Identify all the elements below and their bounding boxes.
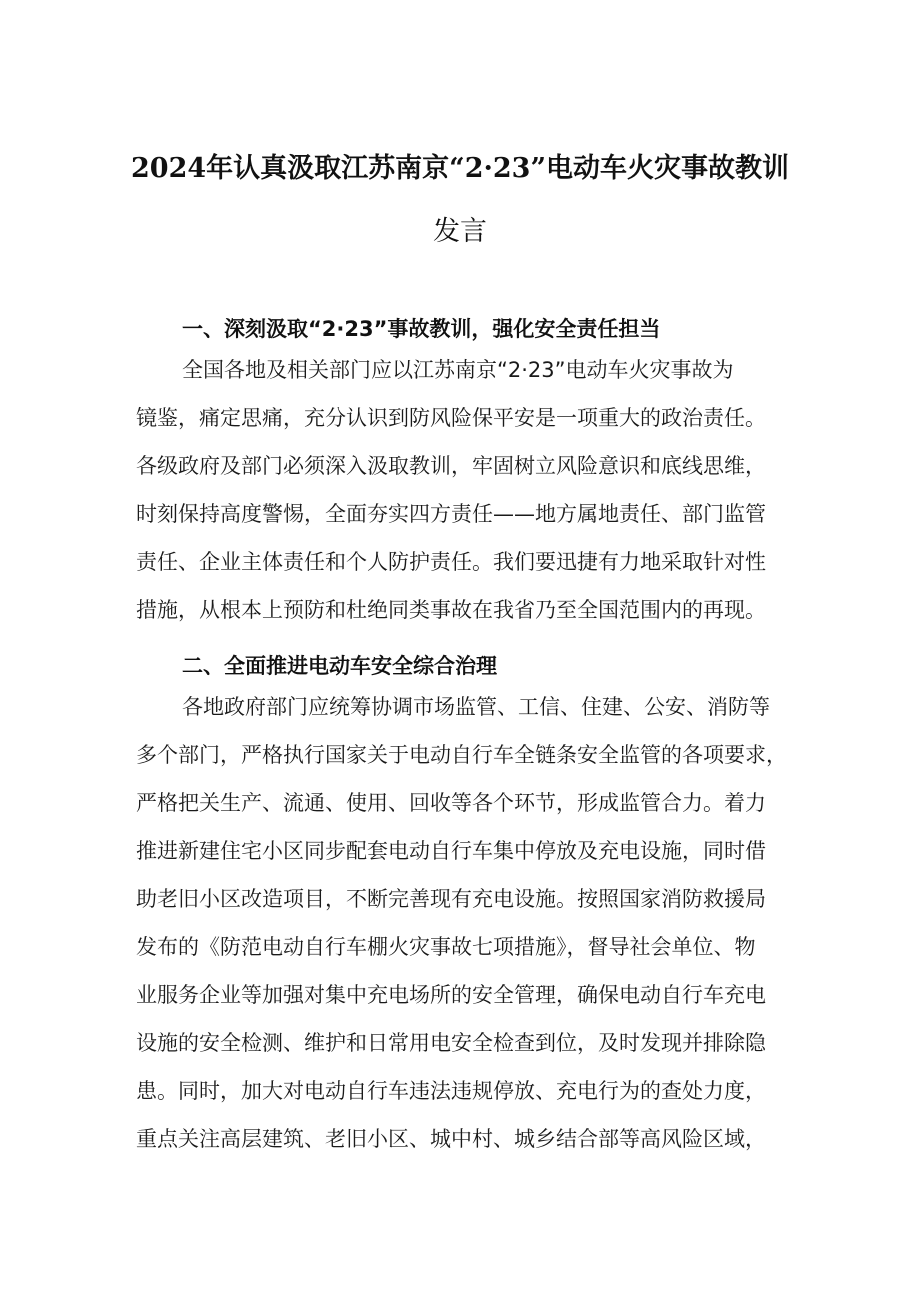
paragraph-line: 患。同时，加大对电动自行车违法违规停放、充电行为的查处力度， <box>136 1079 766 1103</box>
paragraph-line: 镜鉴，痛定思痛，充分认识到防风险保平安是一项重大的政治责任。 <box>136 406 766 430</box>
section-1-heading: 一、深刻汲取“2·23”事故教训，强化安全责任担当 <box>182 317 661 341</box>
paragraph-line: 设施的安全检测、维护和日常用电安全检查到位，及时发现并排除隐 <box>136 1031 766 1055</box>
paragraph-line: 多个部门，严格执行国家关于电动自行车全链条安全监管的各项要求， <box>136 743 787 767</box>
paragraph-line: 责任、企业主体责任和个人防护责任。我们要迅捷有力地采取针对性 <box>136 550 766 574</box>
paragraph-line: 发布的《防范电动自行车棚火灾事故七项措施》，督导社会单位、物 <box>136 935 756 959</box>
paragraph-line: 助老旧小区改造项目，不断完善现有充电设施。按照国家消防救援局 <box>136 887 766 911</box>
paragraph-line: 重点关注高层建筑、老旧小区、城中村、城乡结合部等高风险区域， <box>136 1127 766 1151</box>
section-1-paragraph <box>136 346 836 634</box>
paragraph-line: 时刻保持高度警惕，全面夯实四方责任——地方属地责任、部门监管 <box>136 502 766 526</box>
section-2-heading: 二、全面推进电动车安全综合治理 <box>182 654 497 678</box>
paragraph-line: 措施，从根本上预防和杜绝同类事故在我省乃至全国范围内的再现。 <box>136 598 766 622</box>
document-title-continued: 发言 <box>433 216 487 247</box>
section-2-paragraph <box>136 683 836 1163</box>
paragraph-line: 推进新建住宅小区同步配套电动自行车集中停放及充电设施，同时借 <box>136 839 766 863</box>
paragraph-line: 各级政府及部门必须深入汲取教训，牢固树立风险意识和底线思维， <box>136 454 766 478</box>
paragraph-line: 全国各地及相关部门应以江苏南京“2·23”电动车火灾事故为 <box>182 358 734 382</box>
paragraph-line: 各地政府部门应统筹协调市场监管、工信、住建、公安、消防等 <box>182 695 770 719</box>
paragraph-line: 业服务企业等加强对集中充电场所的安全管理，确保电动自行车充电 <box>136 983 766 1007</box>
paragraph-line: 严格把关生产、流通、使用、回收等各个环节，形成监管合力。着力 <box>136 791 766 815</box>
document-title: 2024年认真汲取江苏南京“2·23”电动车火灾事故教训 <box>131 153 789 184</box>
